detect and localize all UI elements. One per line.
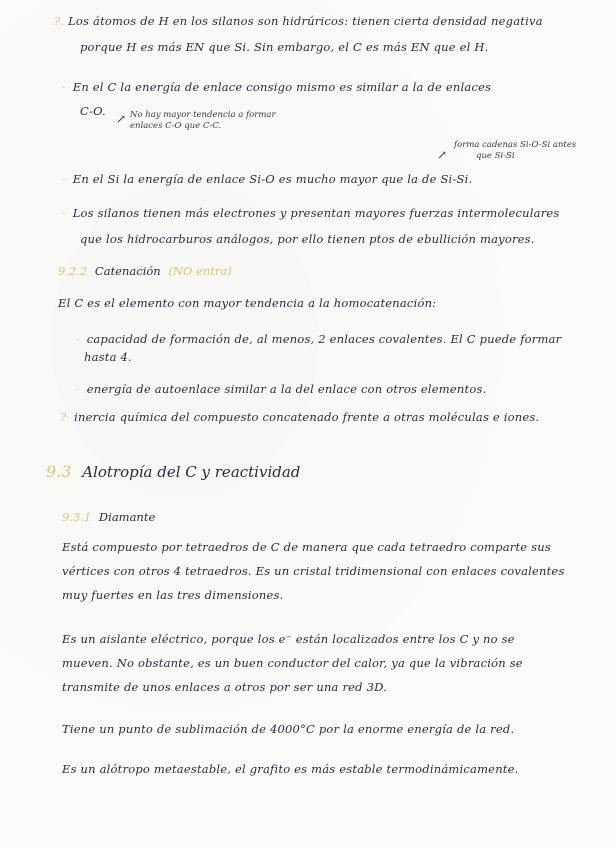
p2-side-note bbox=[130, 110, 276, 132]
section-922-heading bbox=[58, 264, 232, 278]
p1-line2: porque H es más EN que Si. Sin embargo, el C es más EN que el H. bbox=[80, 40, 489, 54]
p2-line2: C-O. bbox=[80, 104, 106, 118]
s922-b2-line1-text: energía de autoenlace similar a la del enlace con otros elementos. bbox=[86, 382, 487, 396]
section-93-title: Alotropía del C y reactividad bbox=[82, 463, 301, 481]
d-p1-line2: vértices con otros 4 tetraedros. Es un cristal tridimensional con enlaces covalentes bbox=[62, 564, 565, 578]
d-p3-line1: Tiene un punto de sublimación de 4000°C por la enorme energía de la red. bbox=[62, 722, 515, 736]
question-mark: ?. bbox=[54, 14, 65, 28]
d-p2-line1: Es un aislante eléctrico, porque los e⁻ están localizados entre los C y no se bbox=[62, 632, 515, 646]
p3-bullet: · bbox=[62, 172, 66, 186]
section-922-paren: (NO entra) bbox=[168, 264, 232, 278]
s922-b3-line1-text: inercia química del compuesto concatenado frente a otras moléculas e iones. bbox=[74, 410, 540, 424]
d-p2-line3: transmite de unos enlaces a otros por ser una red 3D. bbox=[62, 680, 387, 694]
p3-line1 bbox=[62, 172, 472, 186]
s922-b1-line1 bbox=[76, 332, 561, 346]
p4-line1 bbox=[62, 206, 560, 220]
section-931-title: Diamante bbox=[98, 510, 156, 524]
p2-note-line2: enlaces C-O que C-C. bbox=[130, 121, 222, 131]
p3-note-arrow-icon: ↗ bbox=[437, 148, 448, 162]
p3-note-line2: que Si-Si bbox=[476, 151, 515, 161]
p1-line1 bbox=[54, 14, 543, 28]
s922-b3-line1 bbox=[60, 410, 539, 424]
s922-b2-bullet: · bbox=[76, 382, 80, 396]
d-p4-line1: Es un alótropo metaestable, el grafito es más estable termodinámicamente. bbox=[62, 762, 519, 776]
d-p1-line1: Está compuesto por tetraedros de C de manera que cada tetraedro comparte sus bbox=[62, 540, 551, 554]
section-93-number: 9.3 bbox=[46, 462, 72, 481]
p4-bullet: · bbox=[62, 206, 66, 220]
d-p2-line2: mueven. No obstante, es un buen conductor del calor, ya que la vibración se bbox=[62, 656, 523, 670]
section-93-heading bbox=[46, 462, 300, 481]
section-922-title: Catenación bbox=[94, 264, 161, 278]
p3-note-line1: forma cadenas Si-O-Si antes bbox=[454, 140, 577, 150]
p4-line1-text: Los silanos tienen más electrones y presentan mayores fuerzas intermoleculares bbox=[72, 206, 560, 220]
p3-side-note bbox=[454, 140, 576, 162]
section-922-number: 9.2.2 bbox=[58, 264, 88, 278]
section-931-number: 9.3.1 bbox=[62, 510, 92, 524]
d-p1-line3: muy fuertes en las tres dimensiones. bbox=[62, 588, 284, 602]
p3-line1-text: En el Si la energía de enlace Si-O es mucho mayor que la de Si-Si. bbox=[72, 172, 473, 186]
section-931-heading bbox=[62, 510, 155, 524]
s922-b1-bullet: · bbox=[76, 332, 80, 346]
s922-b1-line2: hasta 4. bbox=[84, 350, 132, 364]
p4-line2: que los hidrocarburos análogos, por ello tienen ptos de ebullición mayores. bbox=[80, 232, 535, 246]
p2-note-arrow-icon: ↗ bbox=[116, 112, 127, 126]
p2-line1-text: En el C la energía de enlace consigo mismo es similar a la de enlaces bbox=[72, 80, 492, 94]
p1-line1-text: Los átomos de H en los silanos son hidrúricos: tienen cierta densidad negativa bbox=[68, 14, 543, 28]
section-922-intro: El C es el elemento con mayor tendencia a la homocatenación: bbox=[58, 296, 437, 310]
p2-bullet: · bbox=[62, 80, 66, 94]
p2-line1 bbox=[62, 80, 491, 94]
p2-note-line1: No hay mayor tendencia a formar bbox=[130, 110, 276, 120]
s922-b1-line1-text: capacidad de formación de, al menos, 2 enlaces covalentes. El C puede formar bbox=[86, 332, 562, 346]
s922-b2-line1 bbox=[76, 382, 486, 396]
s922-b3-question-mark: ?· bbox=[60, 410, 71, 424]
